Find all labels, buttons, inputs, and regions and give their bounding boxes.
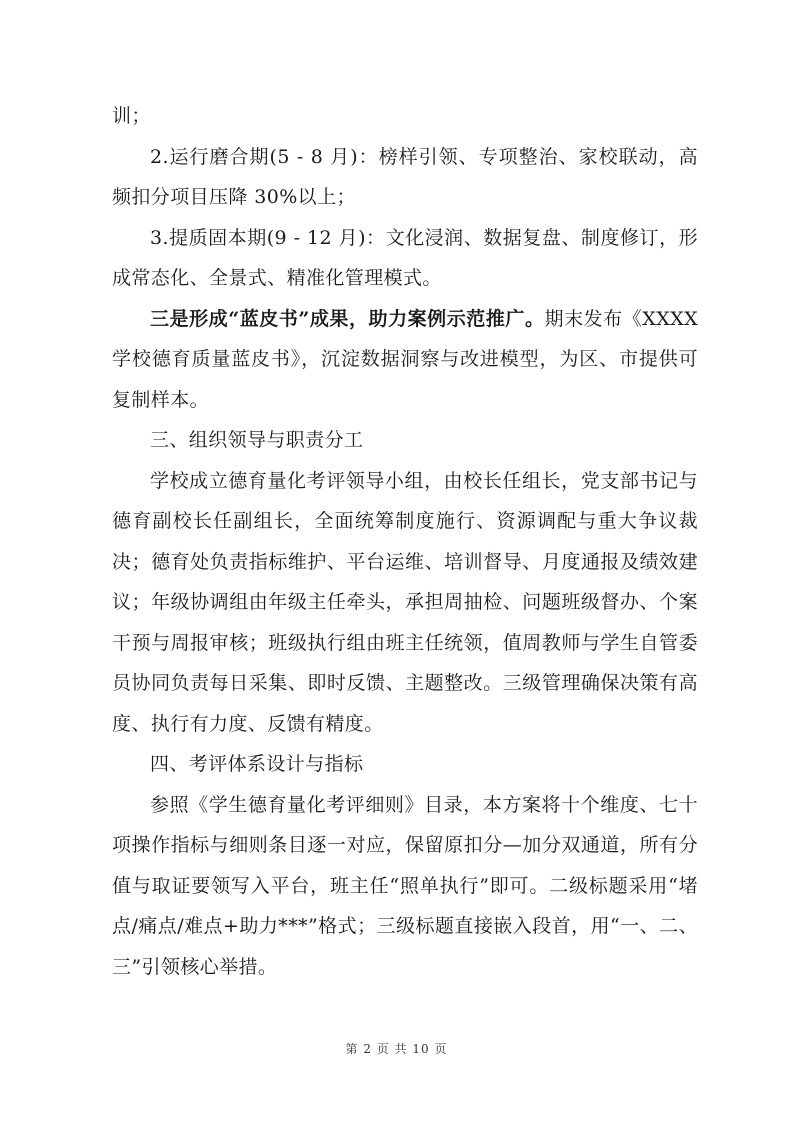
bluebook-lead-bold: 三是形成“蓝皮书”成果，助力案例示范推广。 xyxy=(150,307,545,330)
paragraph-continuation: 训； xyxy=(112,105,151,127)
paragraph-evaluation-system: 参照《学生德育量化考评细则》目录，本方案将十个维度、七十项操作指标与细则条目逐一对应，保留原扣分—加分双通道，所有分值与取证要领写入平台，班主任“照单执行”即可。二级标题采用“堵点/痛点/难点+助力***”格式；三级标题直接嵌入段首，用“一、二、三”引领核心举措。 xyxy=(112,793,698,978)
paragraph-organization: 学校成立德育量化考评领导小组，由校长任组长，党支部书记与德育副校长任副组长，全面统筹制度施行、资源调配与重大争议裁决；德育处负责指标维护、平台运维、培训督导、月度通报及绩效建议；年级协调组由年级主任牵头，承担周抽检、问题班级督办、个案干预与周报审核；班级执行组由班主任统领，值周教师与学生自管委员协同负责每日采集、即时反馈、主题整改。三级管理确保决策有高度、执行有力度、反馈有精度。 xyxy=(112,469,698,735)
paragraph-stage-3: 3.提质固本期(9 - 12 月)：文化浸润、数据复盘、制度修订，形成常态化、全景式、精准化管理模式。 xyxy=(112,226,698,289)
page-number-footer: 第 2 页 共 10 页 xyxy=(345,1042,448,1056)
section-heading-4: 四、考评体系设计与指标 xyxy=(150,753,364,775)
paragraph-bluebook xyxy=(112,299,698,421)
paragraph-stage-2: 2.运行磨合期(5 - 8 月)：榜样引领、专项整治、家校联动，高频扣分项目压降 30%以上； xyxy=(112,145,698,208)
document-body xyxy=(112,96,698,987)
section-heading-3: 三、组织领导与职责分工 xyxy=(150,429,364,451)
bluebook-body: 期末发布《XXXX 学校德育质量蓝皮书》，沉淀数据洞察与改进模型，为区、市提供可复制样本。 xyxy=(112,307,698,411)
